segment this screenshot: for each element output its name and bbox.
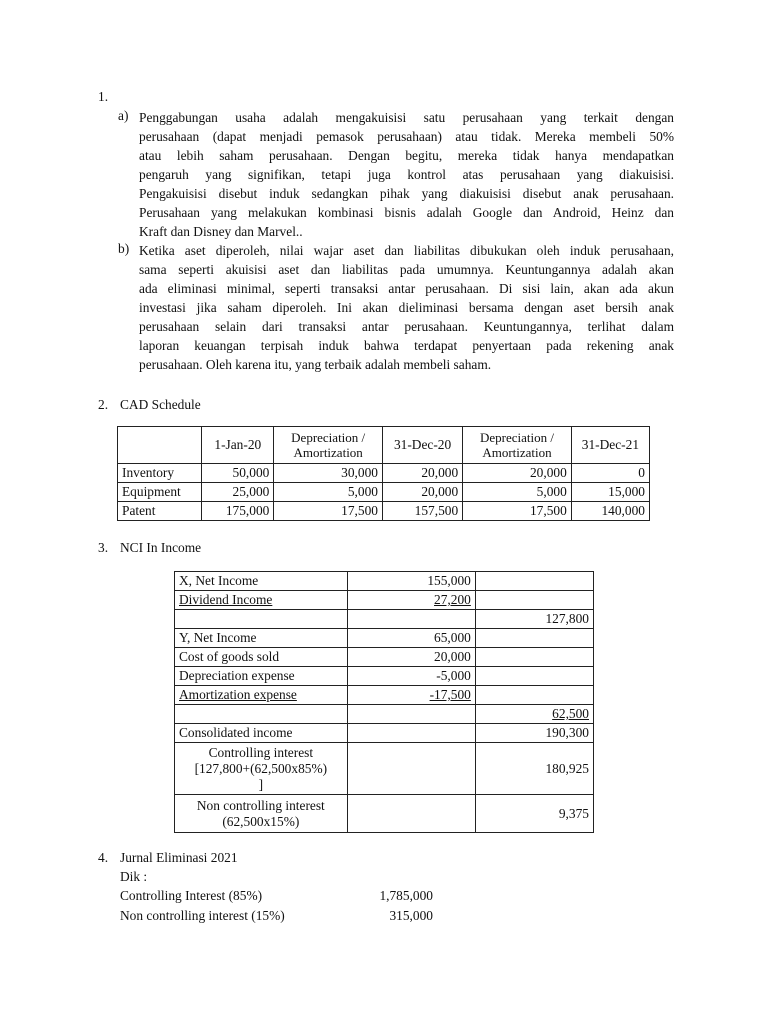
table-cell: 20,000 xyxy=(463,464,572,483)
q4-item-value: 315,000 xyxy=(389,908,433,923)
row-amount: -5,000 xyxy=(347,667,475,686)
table-cell: 5,000 xyxy=(274,483,383,502)
table-header-row xyxy=(118,427,650,464)
table-cell: 20,000 xyxy=(382,464,462,483)
noncontrolling-line: (62,500x15%) xyxy=(222,813,300,829)
row-amount: 20,000 xyxy=(347,648,475,667)
row-label: Dividend Income xyxy=(175,591,348,610)
table-header-cell: 31-Dec-20 xyxy=(382,427,462,464)
row-label: Cost of goods sold xyxy=(175,648,348,667)
row-total: 127,800 xyxy=(475,610,593,629)
row-amount xyxy=(347,610,475,629)
row-amount: 155,000 xyxy=(347,572,475,591)
table-cell: Patent xyxy=(118,502,202,521)
row-total: 190,300 xyxy=(475,724,593,743)
row-label: X, Net Income xyxy=(175,572,348,591)
noncontrolling-interest-total: 9,375 xyxy=(475,795,593,833)
table-row xyxy=(175,610,594,629)
table-row xyxy=(118,464,650,483)
table-row xyxy=(118,502,650,521)
row-total xyxy=(475,572,593,591)
table-cell: Equipment xyxy=(118,483,202,502)
row-label: Amortization expense xyxy=(175,686,348,705)
table-cell: 50,000 xyxy=(202,464,274,483)
q4-number: 4. xyxy=(98,850,109,865)
table-header-cell: 1-Jan-20 xyxy=(202,427,274,464)
noncontrolling-interest-row xyxy=(175,795,594,833)
table-cell: 0 xyxy=(571,464,649,483)
table-header-cell: Depreciation / Amortization xyxy=(463,427,572,464)
controlling-interest-row xyxy=(175,743,594,795)
table-row xyxy=(175,686,594,705)
table-header-cell xyxy=(118,427,202,464)
q4-item-value: 1,785,000 xyxy=(379,888,433,903)
q1a-line: Kraft dan Disney dan Marvel.. xyxy=(139,224,303,239)
q1a-line: perusahaan (dapat menjadi pemasok perusahaan) atau tidak. Mereka membeli 50% xyxy=(139,129,674,144)
noncontrolling-line: Non controlling interest xyxy=(196,797,325,813)
q1b-line: sama seperti akuisisi aset dan liabilitas pada umumnya. Keuntungannya adalah akan xyxy=(139,262,674,277)
table-cell: 17,500 xyxy=(274,502,383,521)
row-amount: -17,500 xyxy=(347,686,475,705)
row-amount xyxy=(347,724,475,743)
row-total xyxy=(475,591,593,610)
table-cell: 17,500 xyxy=(463,502,572,521)
q1a-line: atau lebih saham perusahaan. Dengan begitu, mereka tidak hanya mendapatkan xyxy=(139,148,674,163)
table-header-cell: 31-Dec-21 xyxy=(571,427,649,464)
q3-number: 3. xyxy=(98,540,109,555)
controlling-interest-total: 180,925 xyxy=(475,743,593,795)
table-row xyxy=(175,667,594,686)
table-cell: 5,000 xyxy=(463,483,572,502)
row-amount: 27,200 xyxy=(347,591,475,610)
row-amount: 65,000 xyxy=(347,629,475,648)
q1a-marker: a) xyxy=(118,108,129,123)
row-label xyxy=(175,610,348,629)
row-amount xyxy=(347,795,475,833)
table-cell: 20,000 xyxy=(382,483,462,502)
row-amount xyxy=(347,743,475,795)
q1b-line: investasi jika saham diperoleh. Ini akan dieliminasi bersama dengan aset bersih anak xyxy=(139,300,674,315)
table-row xyxy=(175,724,594,743)
controlling-line: ] xyxy=(258,776,264,792)
table-cell: 140,000 xyxy=(571,502,649,521)
table-cell: Inventory xyxy=(118,464,202,483)
q1b-line: ada eliminasi minimal, seperti transaksi antar perusahaan. Di sisi lain, akan ada akun xyxy=(139,281,674,296)
q4-item-label: Controlling Interest (85%) xyxy=(120,888,263,903)
q1b-line: perusahaan selain dari transaksi antar perusahaan. Keuntungannya, terlihat dalam xyxy=(139,319,674,334)
q4-item-label: Non controlling interest (15%) xyxy=(120,908,285,923)
table-header-cell: Depreciation / Amortization xyxy=(274,427,383,464)
q2-number: 2. xyxy=(98,397,109,412)
table-cell: 157,500 xyxy=(382,502,462,521)
nci-income-table xyxy=(174,571,594,833)
table-row xyxy=(175,572,594,591)
table-row xyxy=(175,591,594,610)
controlling-interest-label xyxy=(175,743,348,795)
table-row xyxy=(175,629,594,648)
q1b-marker: b) xyxy=(118,241,130,256)
controlling-line: Controlling interest xyxy=(208,744,314,760)
q1a-line: Pengakuisisi disebut induk sedangkan pihak yang diakuisisi disebut anak perusahaan. xyxy=(139,186,674,201)
q2-title: CAD Schedule xyxy=(120,397,201,412)
q3-title: NCI In Income xyxy=(120,540,202,555)
controlling-line: [127,800+(62,500x85%) xyxy=(194,760,328,776)
row-total xyxy=(475,667,593,686)
q1a-line: Penggabungan usaha adalah mengakuisisi satu perusahaan yang terkait dengan xyxy=(139,110,674,125)
q1a-paragraph xyxy=(139,108,674,241)
row-label: Depreciation expense xyxy=(175,667,348,686)
q1b-line: laporan keuangan terpisah induk bahwa terdapat penyertaan pada rekening anak xyxy=(139,338,674,353)
row-total xyxy=(475,629,593,648)
row-total: 62,500 xyxy=(475,705,593,724)
noncontrolling-interest-label xyxy=(175,795,348,833)
row-amount xyxy=(347,705,475,724)
table-cell: 30,000 xyxy=(274,464,383,483)
q1a-line: pengaruh yang signifikan, tetapi juga kontrol atas perusahaan yang diakuisisi. xyxy=(139,167,674,182)
table-cell: 15,000 xyxy=(571,483,649,502)
row-label xyxy=(175,705,348,724)
q1-number: 1. xyxy=(98,89,109,104)
table-cell: 175,000 xyxy=(202,502,274,521)
q1b-line: perusahaan. Oleh karena itu, yang terbaik adalah membeli saham. xyxy=(139,357,492,372)
q4-dik: Dik : xyxy=(120,869,148,884)
q4-title: Jurnal Eliminasi 2021 xyxy=(120,850,238,865)
row-label: Y, Net Income xyxy=(175,629,348,648)
q1a-line: Perusahaan yang melakukan kombinasi bisnis adalah Google dan Android, Heinz dan xyxy=(139,205,674,220)
table-row xyxy=(118,483,650,502)
row-total xyxy=(475,686,593,705)
table-row xyxy=(175,648,594,667)
q1b-line: Ketika aset diperoleh, nilai wajar aset dan liabilitas dibukukan oleh induk perusahaan, xyxy=(139,243,674,258)
row-total xyxy=(475,648,593,667)
table-cell: 25,000 xyxy=(202,483,274,502)
cad-schedule-table xyxy=(117,426,650,521)
q1b-paragraph xyxy=(139,241,674,374)
row-label: Consolidated income xyxy=(175,724,348,743)
table-row xyxy=(175,705,594,724)
